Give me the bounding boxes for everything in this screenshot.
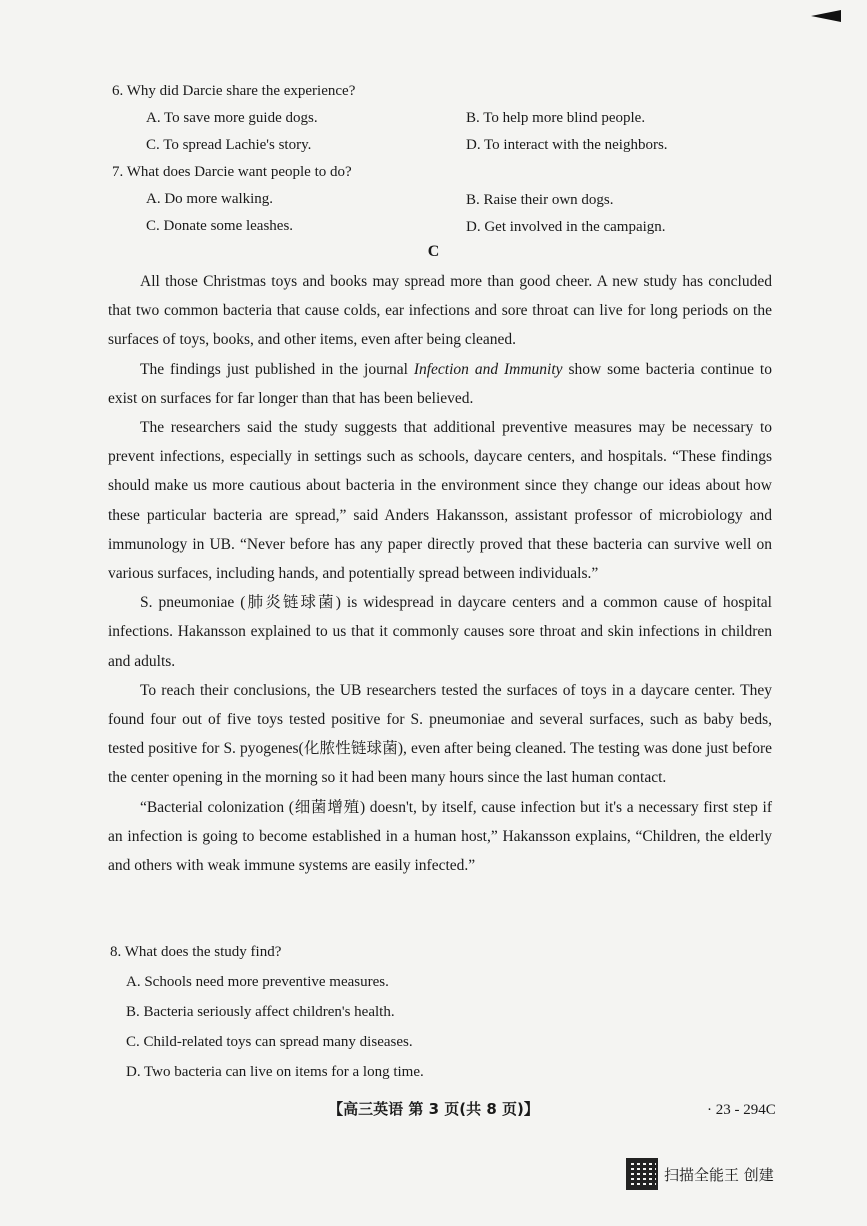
paragraph-2-after: show some bacteria continue to exist on surfaces for far longer than that has been believed. [108, 360, 772, 407]
paragraph-2 [108, 355, 772, 413]
q8-option-c: C. Child-related toys can spread many diseases. [126, 1034, 413, 1050]
q8-option-a: A. Schools need more preventive measures. [126, 974, 389, 990]
q8-option-b: B. Bacteria seriously affect children's health. [126, 1004, 395, 1020]
paragraph-2-before: The findings just published in the journal [140, 360, 414, 378]
scanner-watermark [626, 1158, 774, 1190]
reading-passage [108, 267, 772, 880]
q7-option-b: B. Raise their own dogs. [466, 192, 614, 208]
corner-arrow-icon [811, 10, 841, 22]
q7-option-d: D. Get involved in the campaign. [466, 219, 666, 235]
q8-stem: 8. What does the study find? [110, 944, 282, 960]
scanner-label: 扫描全能王 创建 [664, 1165, 774, 1184]
exam-code: · 23 - 294C [707, 1102, 776, 1118]
paragraph-3: The researchers said the study suggests that additional preventive measures may be necessary to prevent infections, especially in settings such as schools, daycare centers, and hospitals. “These findings should make us more cautious about bacteria in the environment since they change our ideas about how these particular bacteria are spread,” said Anders Hakansson, assistant professor of microbiology and immunology in UB. “Never before has any paper directly proved that these bacteria can survive well on various surfaces, including hands, and potentially spread between individuals.” [108, 419, 772, 583]
q7-option-a: A. Do more walking. [146, 191, 274, 207]
section-label: C [427, 243, 440, 260]
paragraph-5: To reach their conclusions, the UB researchers tested the surfaces of toys in a daycare center. They found four out of five toys tested positive for S. pneumoniae and several surfaces, such as baby beds, tested positive for S. pyogenes(化脓性链球菌), even after being cleaned. The testing was done just before the center opening in the morning so it had been many hours since the last human contact. [108, 681, 772, 787]
paragraph-1: All those Christmas toys and books may spread more than good cheer. A new study has concluded that two common bacteria that cause colds, ear infections and sore throat can live for long periods on the surfaces of toys, books, and other items, even after being cleaned. [108, 273, 772, 349]
q6-option-d: D. To interact with the neighbors. [466, 137, 668, 153]
paragraph-6: “Bacterial colonization (细菌增殖) doesn't, by itself, cause infection but it's a necessary first step if an infection is going to become established in a human host,” Hakansson explains, “Children, the elderly and others with weak immune systems are easily infected.” [108, 798, 772, 875]
q7-stem: 7. What does Darcie want people to do? [112, 164, 352, 180]
paragraph-4: S. pneumoniae (肺炎链球菌) is widespread in daycare centers and a common cause of hospital infections. Hakansson explained to us that it commonly causes sore throat and skin infections in children and adults. [108, 594, 772, 670]
q7-option-c: C. Donate some leashes. [146, 218, 294, 234]
q6-option-a: A. To save more guide dogs. [146, 110, 318, 126]
q6-option-b: B. To help more blind people. [466, 110, 646, 126]
q6-stem: 6. Why did Darcie share the experience? [112, 83, 356, 99]
q8-option-d: D. Two bacteria can live on items for a long time. [126, 1064, 424, 1080]
q6-option-c: C. To spread Lachie's story. [146, 137, 312, 153]
page-footer: 【高三英语 第 3 页(共 8 页)】 [328, 1100, 539, 1118]
qr-code-icon [626, 1158, 658, 1190]
journal-title: Infection and Immunity [413, 360, 563, 378]
